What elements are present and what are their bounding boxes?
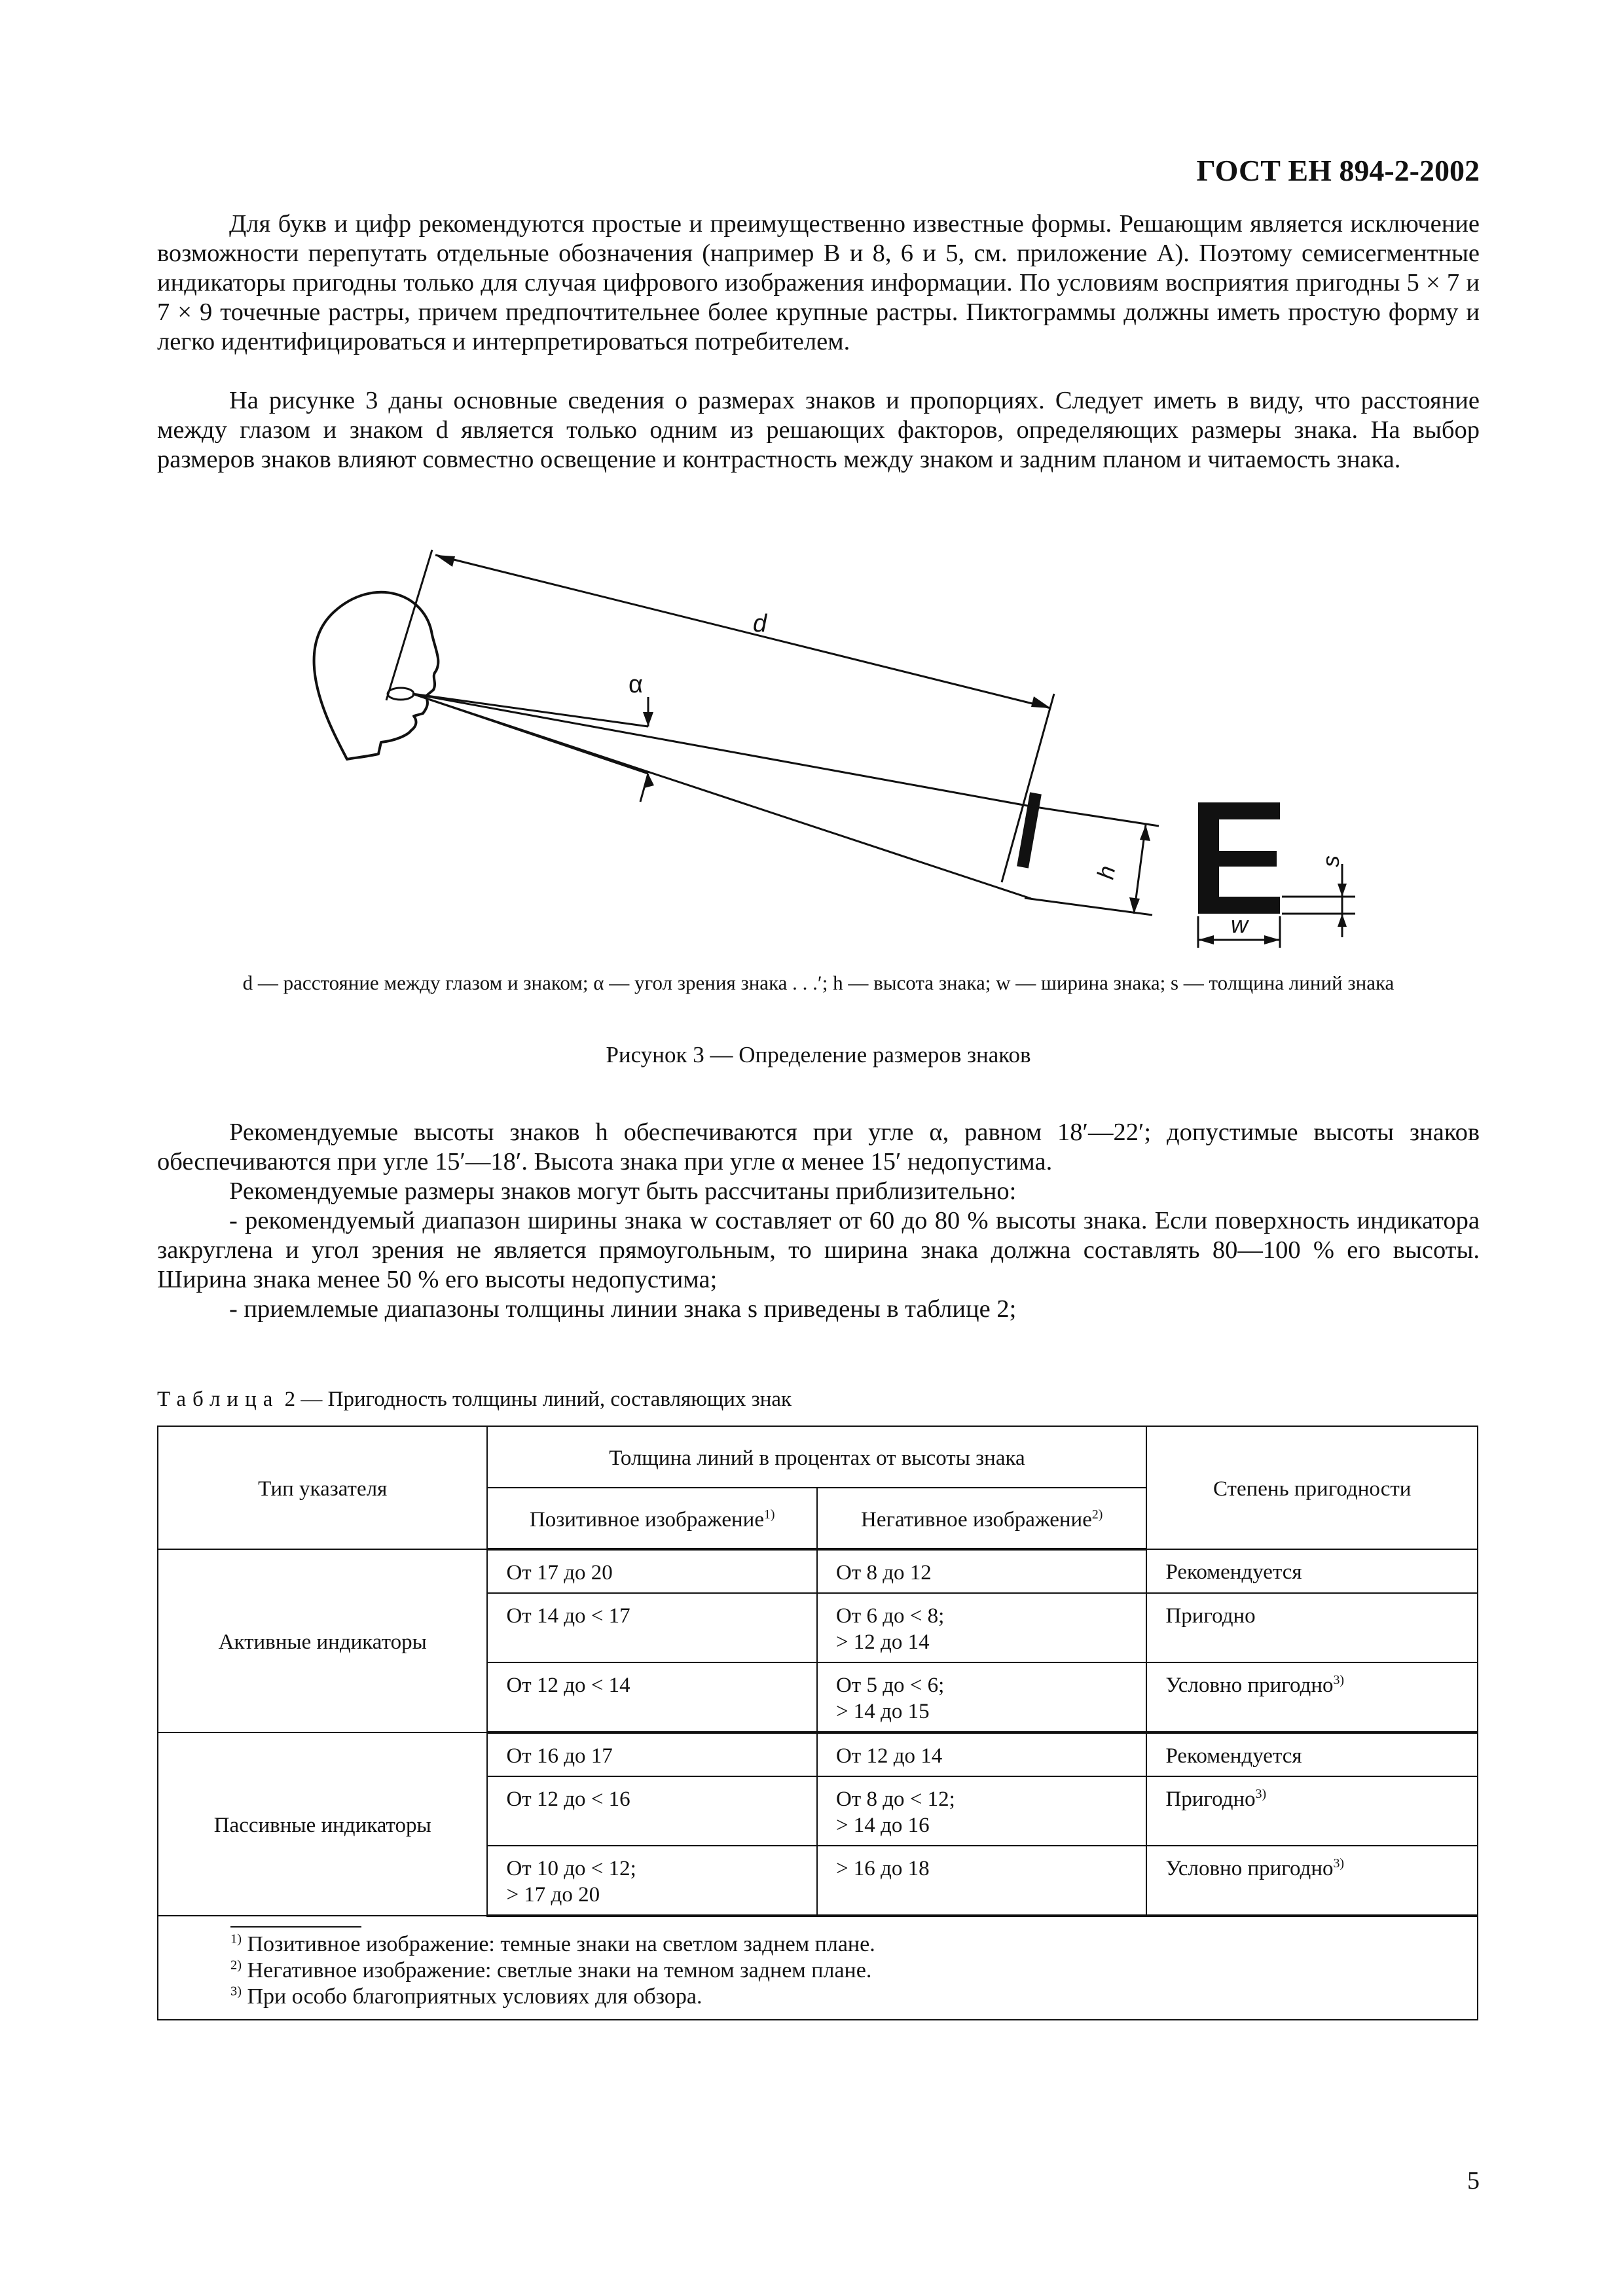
list-item-width: - рекомендуемый диапазон ширины знака w составляет от 60 до 80 % высоты знака. Если поверхность индикатора закруглена и угол зрения не является прямоугольным, то ширина знака должна составлять 80—100 % его высоты. Ширина знака менее 50 % его высоты недопустима; (157, 1207, 1480, 1293)
figure-caption: d — расстояние между глазом и знаком; α — угол зрения знака . . .′; h — высота знака; w — ширина знака; s — толщина линий знака (242, 971, 1395, 994)
eye-reference-line (386, 550, 432, 700)
table-row (158, 1732, 1478, 1776)
table-note: $^{1)}$ Позитивное изображение: темные знаки на светлом заднем плане. (230, 1931, 875, 1956)
sight-lines (412, 694, 1034, 899)
positive-cell: От 12 до < 14 (487, 1662, 817, 1732)
table-body (158, 1549, 1478, 1916)
indicator-type-cell: Пассивные индикаторы (158, 1732, 487, 1916)
positive-cell: От 12 до < 16 (487, 1776, 817, 1846)
list-item-thickness: - приемлемые диапазоны толщины линии знака s приведены в таблице 2; (229, 1295, 1017, 1323)
table-note: $^{3)}$ При особо благоприятных условиях для обзора. (230, 1984, 702, 2009)
suitability-table (157, 1426, 1478, 2020)
suitability-cell: Пригодно (1146, 1593, 1478, 1662)
header-positive: Позитивное изображение$^{1)}$ (487, 1488, 817, 1549)
negative-cell: От 12 до 14 (817, 1732, 1147, 1776)
negative-cell: От 8 до < 12; > 14 до 16 (817, 1776, 1147, 1846)
height-dimension (1025, 806, 1159, 915)
sample-letter-e (1198, 802, 1280, 914)
intro-paragraph-2: На рисунке 3 даны основные сведения о размерах знаков и пропорциях. Следует иметь в виду, что расстояние между глазом и знаком d является только одним из решающих факторов, определяющих размеры знака. На выбор размеров знаков влияют совместно освещение и контрастность между знаком и задним планом и читаемость знака. (157, 387, 1480, 473)
header-indicator-type: Тип указателя (158, 1426, 487, 1549)
table-notes (158, 1916, 1478, 2020)
label-d: d (753, 610, 767, 637)
suitability-cell: Условно пригодно$^{3)}$ (1146, 1662, 1478, 1732)
body-paragraph-3: Рекомендуемые высоты знаков h обеспечиваются при угле α, равном 18′—22′; допустимые высоты знаков обеспечиваются при угле 15′—18′. Высота знака при угле α менее 15′ недопустима. (157, 1119, 1480, 1175)
label-alpha: α (629, 671, 643, 698)
table-title (157, 1388, 792, 1412)
header-line-thickness: Толщина линий в процентах от высоты знака (487, 1426, 1146, 1488)
document-code: ГОСТ ЕН 894-2-2002 (1196, 154, 1480, 187)
figure-sign-size-diagram (308, 537, 1381, 982)
positive-cell: От 14 до < 17 (487, 1593, 817, 1662)
suitability-cell: Рекомендуется (1146, 1549, 1478, 1593)
negative-cell: От 8 до 12 (817, 1549, 1147, 1593)
label-s: s (1317, 855, 1344, 867)
distance-dimension (435, 555, 1051, 708)
header-suitability: Степень пригодности (1146, 1426, 1478, 1549)
positive-cell: От 16 до 17 (487, 1732, 817, 1776)
indicator-type-cell: Активные индикаторы (158, 1549, 487, 1732)
suitability-cell: Рекомендуется (1146, 1732, 1478, 1776)
stroke-dimension (1282, 855, 1355, 937)
body-paragraph-4: Рекомендуемые размеры знаков могут быть рассчитаны приблизительно: (229, 1177, 1017, 1205)
label-h: h (1091, 863, 1121, 882)
notes-rule (230, 1926, 361, 1928)
label-w: w (1231, 911, 1248, 938)
figure-title: Рисунок 3 — Определение размеров знаков (606, 1042, 1031, 1067)
suitability-cell: Пригодно$^{3)}$ (1146, 1776, 1478, 1846)
intro-paragraph-1: Для букв и цифр рекомендуются простые и преимущественно известные формы. Решающим является исключение возможности перепутать отдельные обозначения (например B и 8, 6 и 5, см. приложение А). Поэтому семисегментные индикаторы пригодны только для случая цифрового изображения информации. По условиям восприятия пригодны 5 × 7 и 7 × 9 точечные растры, причем предпочтительнее более крупные растры. Пиктограммы должны иметь простую форму и легко идентифицироваться и интерпретироваться потребителем. (157, 210, 1480, 355)
table-title-text: 2 — Пригодность толщины линий, составляющих знак (284, 1388, 792, 1411)
width-dimension (1198, 911, 1280, 948)
negative-cell: От 6 до < 8; > 12 до 14 (817, 1593, 1147, 1662)
header-negative: Негативное изображение$^{2)}$ (817, 1488, 1147, 1549)
page-number: 5 (1467, 2167, 1480, 2195)
head-profile (314, 592, 439, 759)
table-label: Таблица (157, 1388, 280, 1411)
table-note: $^{2)}$ Негативное изображение: светлые знаки на темном заднем плане. (230, 1958, 872, 1982)
eye-marker (388, 688, 414, 700)
negative-cell: > 16 до 18 (817, 1846, 1147, 1916)
negative-cell: От 5 до < 6; > 14 до 15 (817, 1662, 1147, 1732)
positive-cell: От 10 до < 12; > 17 до 20 (487, 1846, 817, 1916)
positive-cell: От 17 до 20 (487, 1549, 817, 1593)
table-row (158, 1549, 1478, 1593)
suitability-cell: Условно пригодно$^{3)}$ (1146, 1846, 1478, 1916)
